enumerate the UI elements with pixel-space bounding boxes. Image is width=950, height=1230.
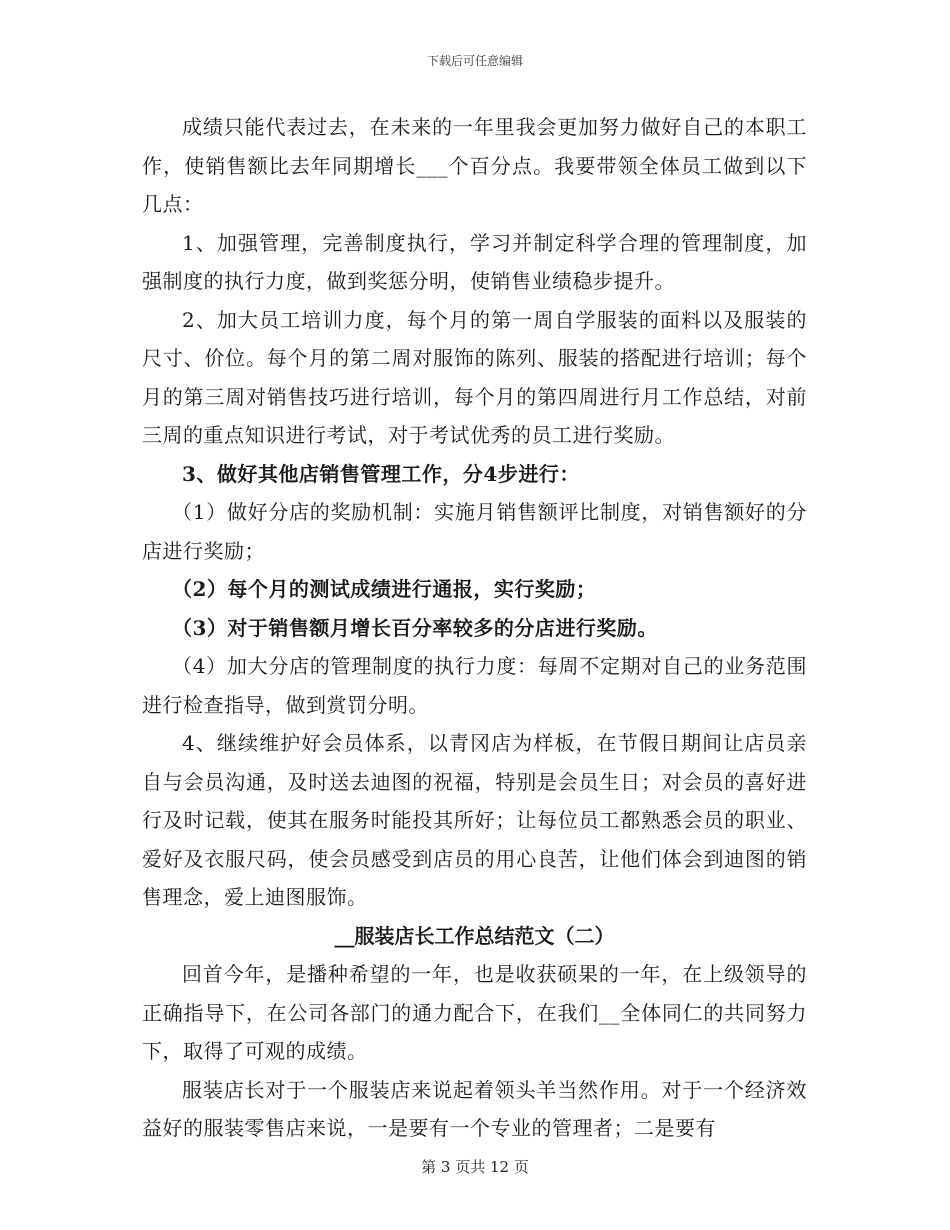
paragraph-subitem-2: （2）每个月的测试成绩进行通报，实行奖励； [172, 577, 597, 601]
paragraph-subitem-3: （3）对于销售额月增长百分率较多的分店进行奖励。 [172, 615, 658, 640]
page-header: 下载后可任意编辑 [426, 54, 523, 68]
paragraph-subitem-1: （1）做好分店的奖励机制：实施月销售额评比制度，对销售额好的分店进行奖励； [142, 500, 807, 563]
section-title: __服装店长工作总结范文（二） [334, 923, 615, 948]
document-body [142, 108, 807, 1148]
paragraph-item-2: 2、加大员工培训力度，每个月的第一周自学服装的面料以及服装的尺寸、价位。每个月的第二周对服饰的陈列、服装的搭配进行培训；每个月的第三周对销售技巧进行培训，每个月的第四周进行月工作总结，对前三周的重点知识进行考试，对于考试优秀的员工进行奖励。 [142, 307, 807, 447]
paragraph-item-1: 1、加强管理，完善制度执行，学习并制定科学合理的管理制度，加强制度的执行力度，做到奖惩分明，使销售业绩稳步提升。 [142, 230, 807, 293]
paragraph-item-3-heading: 3、做好其他店销售管理工作，分4步进行： [182, 461, 580, 486]
page-footer: 第 3 页共 12 页 [421, 1158, 529, 1176]
paragraph-subitem-4: （4）加大分店的管理制度的执行力度：每周不定期对自己的业务范围进行检查指导，做到赏罚分明。 [142, 654, 807, 717]
paragraph-review: 回首今年，是播种希望的一年，也是收获硕果的一年，在上级领导的正确指导下，在公司各部门的通力配合下，在我们__全体同仁的共同努力下，取得了可观的成绩。 [142, 962, 807, 1063]
paragraph-manager: 服装店长对于一个服装店来说起着领头羊当然作用。对于一个经济效益好的服装零售店来说，一是要有一个专业的管理者；二是要有 [142, 1077, 807, 1140]
paragraph-intro: 成绩只能代表过去，在未来的一年里我会更加努力做好自己的本职工作，使销售额比去年同期增长___个百分点。我要带领全体员工做到以下几点： [142, 115, 807, 216]
paragraph-item-4: 4、继续维护好会员体系，以青冈店为样板，在节假日期间让店员亲自与会员沟通，及时送去迪图的祝福，特别是会员生日；对会员的喜好进行及时记载，使其在服务时能投其所好；让每位员工都熟悉会员的职业、爱好及衣服尺码，使会员感受到店员的用心良苦，让他们体会到迪图的销售理念，爱上迪图服饰。 [142, 731, 807, 909]
